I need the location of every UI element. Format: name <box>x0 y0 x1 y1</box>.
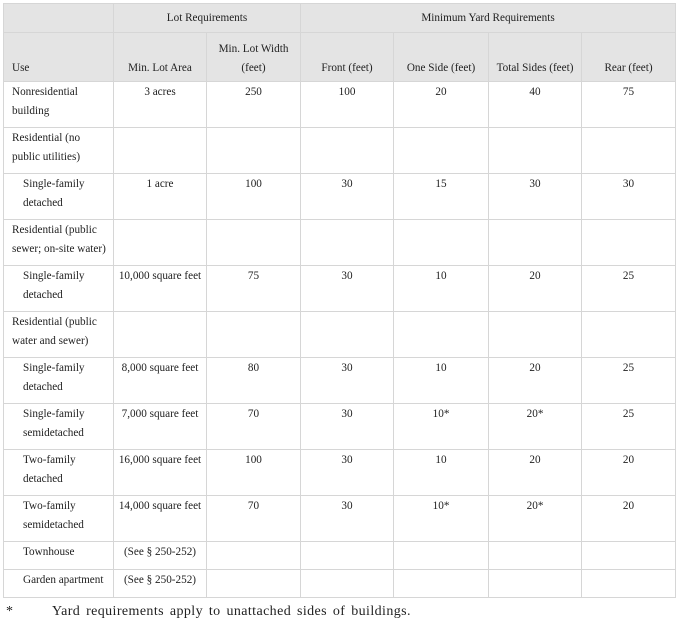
cell-min-lot-width: 75 <box>207 266 301 312</box>
cell-front <box>301 312 394 358</box>
cell-min-lot-area: 7,000 square feet <box>114 404 207 450</box>
cell-min-lot-width <box>207 312 301 358</box>
cell-use: Two-family semidetached <box>4 496 114 542</box>
cell-one-side: 15 <box>394 174 489 220</box>
cell-use: Single-family detached <box>4 358 114 404</box>
cell-front: 30 <box>301 358 394 404</box>
column-header-rear: Rear (feet) <box>582 33 676 82</box>
cell-min-lot-width: 80 <box>207 358 301 404</box>
cell-use: Two-family detached <box>4 450 114 496</box>
cell-use: Residential (no public utilities) <box>4 128 114 174</box>
cell-min-lot-area: 8,000 square feet <box>114 358 207 404</box>
cell-rear: 75 <box>582 82 676 128</box>
cell-min-lot-width: 70 <box>207 496 301 542</box>
cell-rear: 20 <box>582 496 676 542</box>
table-body <box>4 82 676 598</box>
cell-use: Garden apartment <box>4 570 114 598</box>
header-group-row <box>4 4 676 33</box>
table-row <box>4 542 676 570</box>
cell-one-side: 10 <box>394 358 489 404</box>
cell-min-lot-width: 70 <box>207 404 301 450</box>
cell-one-side <box>394 312 489 358</box>
cell-min-lot-area: 1 acre <box>114 174 207 220</box>
cell-total-sides: 20* <box>489 496 582 542</box>
cell-total-sides: 20 <box>489 266 582 312</box>
column-header-min-lot-area: Min. Lot Area <box>114 33 207 82</box>
cell-one-side <box>394 542 489 570</box>
cell-min-lot-area <box>114 128 207 174</box>
cell-min-lot-width: 250 <box>207 82 301 128</box>
cell-use: Residential (public sewer; on-site water) <box>4 220 114 266</box>
cell-one-side: 10* <box>394 404 489 450</box>
cell-total-sides <box>489 128 582 174</box>
zoning-requirements-table-container <box>3 3 675 598</box>
cell-rear: 25 <box>582 266 676 312</box>
footnote <box>6 604 411 620</box>
cell-min-lot-width: 100 <box>207 174 301 220</box>
cell-one-side: 10* <box>394 496 489 542</box>
cell-min-lot-width <box>207 220 301 266</box>
cell-use: Residential (public water and sewer) <box>4 312 114 358</box>
column-header-use: Use <box>4 33 114 82</box>
cell-total-sides: 20 <box>489 450 582 496</box>
header-column-row <box>4 33 676 82</box>
cell-front: 30 <box>301 496 394 542</box>
cell-min-lot-area: (See § 250-252) <box>114 542 207 570</box>
column-header-one-side: One Side (feet) <box>394 33 489 82</box>
cell-front: 30 <box>301 266 394 312</box>
cell-front: 30 <box>301 174 394 220</box>
cell-total-sides: 30 <box>489 174 582 220</box>
footnote-marker: * <box>6 604 14 619</box>
cell-rear <box>582 220 676 266</box>
cell-front: 30 <box>301 404 394 450</box>
header-blank-cell <box>4 4 114 33</box>
table-row <box>4 358 676 404</box>
table-row <box>4 266 676 312</box>
cell-rear: 25 <box>582 358 676 404</box>
cell-one-side <box>394 570 489 598</box>
cell-use: Single-family detached <box>4 266 114 312</box>
table-row <box>4 220 676 266</box>
table-row <box>4 450 676 496</box>
cell-min-lot-area: 10,000 square feet <box>114 266 207 312</box>
yard-requirements-header: Minimum Yard Requirements <box>301 4 676 33</box>
cell-total-sides <box>489 570 582 598</box>
cell-total-sides <box>489 312 582 358</box>
cell-front <box>301 220 394 266</box>
footnote-text: Yard requirements apply to unattached sides of buildings. <box>52 604 411 619</box>
table-row <box>4 128 676 174</box>
cell-min-lot-area: 3 acres <box>114 82 207 128</box>
cell-rear: 30 <box>582 174 676 220</box>
cell-one-side <box>394 128 489 174</box>
table-row <box>4 82 676 128</box>
cell-front <box>301 570 394 598</box>
cell-rear <box>582 542 676 570</box>
cell-rear <box>582 312 676 358</box>
cell-rear: 25 <box>582 404 676 450</box>
table-row <box>4 174 676 220</box>
cell-total-sides <box>489 220 582 266</box>
column-header-front: Front (feet) <box>301 33 394 82</box>
cell-front <box>301 128 394 174</box>
table-row <box>4 404 676 450</box>
cell-min-lot-width <box>207 542 301 570</box>
table-row <box>4 570 676 598</box>
cell-total-sides: 20 <box>489 358 582 404</box>
cell-front: 100 <box>301 82 394 128</box>
zoning-requirements-table <box>3 3 676 598</box>
cell-min-lot-area: (See § 250-252) <box>114 570 207 598</box>
cell-one-side: 20 <box>394 82 489 128</box>
cell-min-lot-width <box>207 570 301 598</box>
cell-min-lot-width: 100 <box>207 450 301 496</box>
cell-min-lot-area: 14,000 square feet <box>114 496 207 542</box>
cell-rear <box>582 128 676 174</box>
table-row <box>4 312 676 358</box>
cell-one-side: 10 <box>394 266 489 312</box>
cell-total-sides: 20* <box>489 404 582 450</box>
cell-front: 30 <box>301 450 394 496</box>
cell-total-sides: 40 <box>489 82 582 128</box>
cell-total-sides <box>489 542 582 570</box>
cell-min-lot-width <box>207 128 301 174</box>
table-row <box>4 496 676 542</box>
table-header <box>4 4 676 82</box>
cell-min-lot-area <box>114 220 207 266</box>
column-header-min-lot-width: Min. Lot Width (feet) <box>207 33 301 82</box>
cell-rear <box>582 570 676 598</box>
cell-one-side <box>394 220 489 266</box>
cell-rear: 20 <box>582 450 676 496</box>
cell-use: Single-family semidetached <box>4 404 114 450</box>
cell-use: Nonresidential building <box>4 82 114 128</box>
cell-use: Single-family detached <box>4 174 114 220</box>
lot-requirements-header: Lot Requirements <box>114 4 301 33</box>
cell-min-lot-area <box>114 312 207 358</box>
cell-front <box>301 542 394 570</box>
cell-one-side: 10 <box>394 450 489 496</box>
cell-min-lot-area: 16,000 square feet <box>114 450 207 496</box>
cell-use: Townhouse <box>4 542 114 570</box>
column-header-total-sides: Total Sides (feet) <box>489 33 582 82</box>
